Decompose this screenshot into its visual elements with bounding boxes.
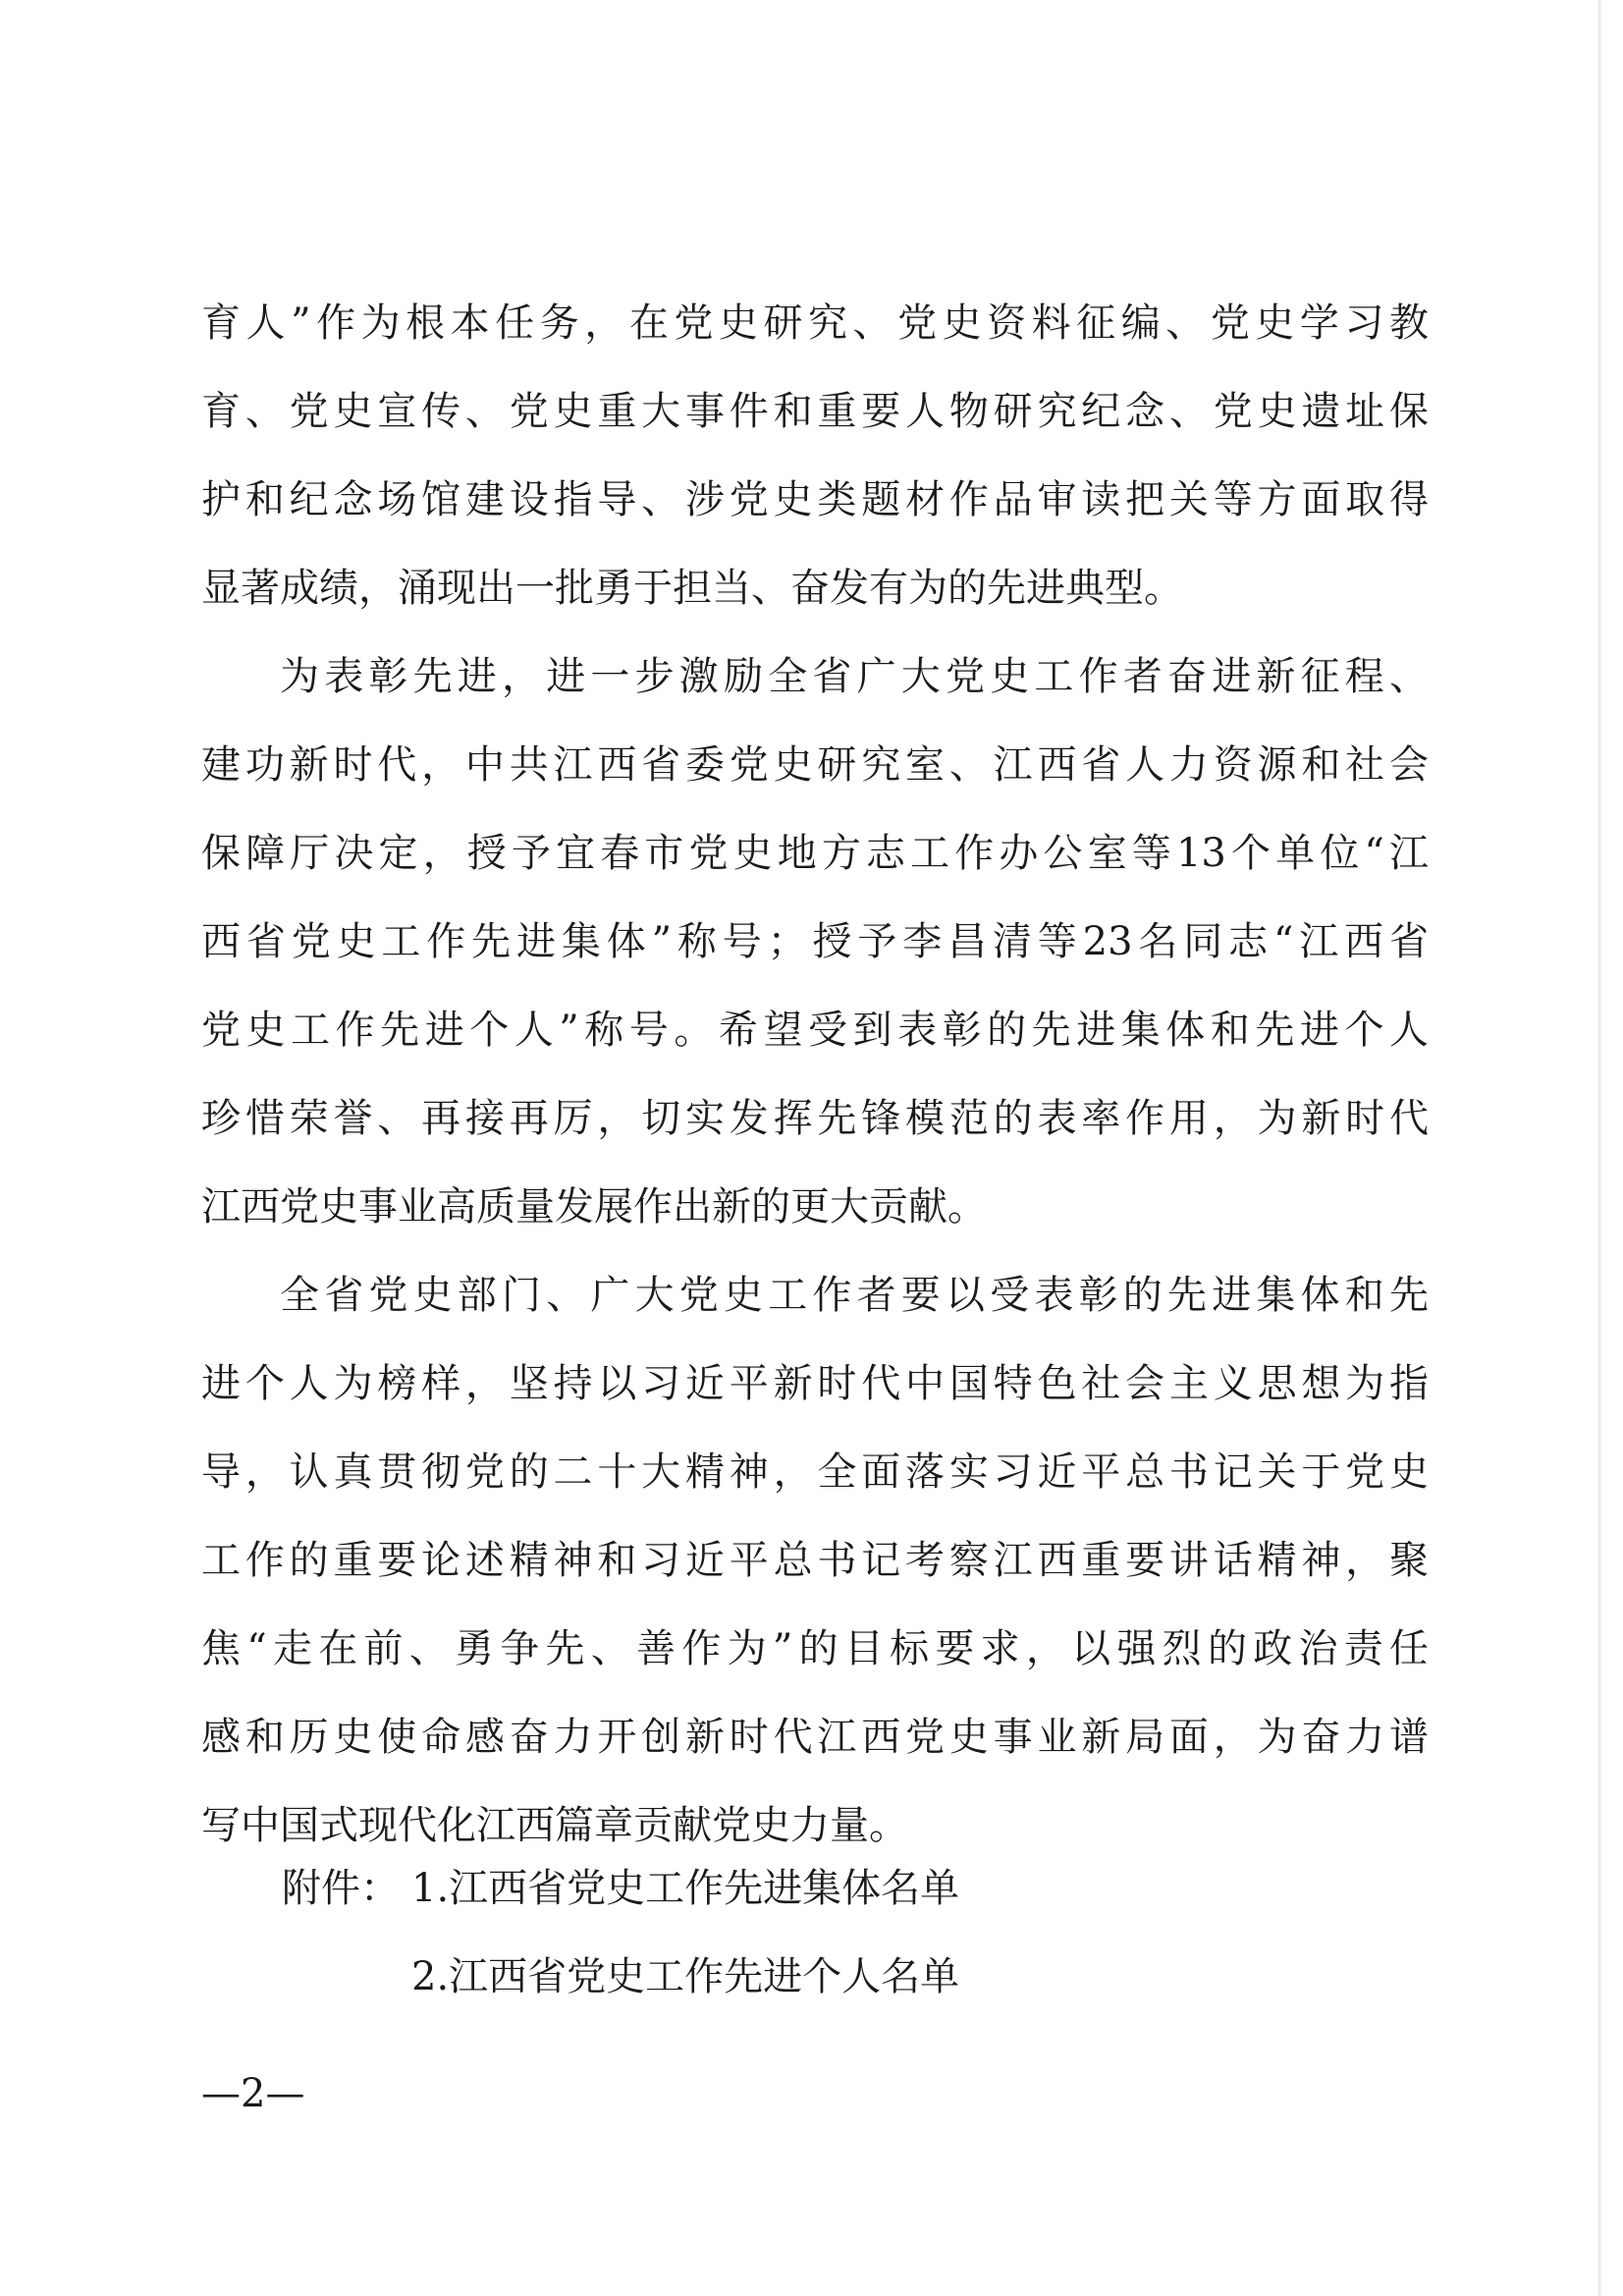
paragraph-1-line-1: 育人”作为根本任务，在党史研究、党史资料征编、党史学习教 <box>201 301 1429 346</box>
paragraph-2-line-6: 珍惜荣誉、再接再厉，切实发挥先锋模范的表率作用，为新时代 <box>201 1096 1429 1141</box>
paragraph-3-line-1: 全省党史部门、广大党史工作者要以受表彰的先进集体和先 <box>280 1273 1429 1318</box>
paragraph-2-line-2: 建功新时代，中共江西省委党史研究室、江西省人力资源和社会 <box>201 742 1429 788</box>
attachment-item-2: 2.江西省党史工作先进个人名单 <box>411 1954 960 1999</box>
paragraph-2-line-1: 为表彰先进，进一步激励全省广大党史工作者奋进新征程、 <box>280 654 1429 699</box>
paragraph-3-line-6: 感和历史使命感奋力开创新时代江西党史事业新局面，为奋力谱 <box>201 1715 1429 1760</box>
document-body <box>201 279 1429 1870</box>
paragraph-1-line-3: 护和纪念场馆建设指导、涉党史类题材作品审读把关等方面取得 <box>201 477 1429 522</box>
attachment-item-1: 1.江西省党史工作先进集体名单 <box>411 1866 960 1911</box>
page-number: —2— <box>201 2071 305 2116</box>
attachment-item <box>282 1844 959 1933</box>
paragraph-2-line-4: 西省党史工作先进集体”称号；授予李昌清等23名同志“江西省 <box>201 919 1429 964</box>
paragraph-2-line-3: 保障厅决定，授予宜春市党史地方志工作办公室等13个单位“江 <box>201 831 1429 876</box>
paragraph-1-line-2: 育、党史宣传、党史重大事件和重要人物研究纪念、党史遗址保 <box>201 389 1429 434</box>
paragraph-3-line-7: 写中国式现代化江西篇章贡献党史力量。 <box>201 1803 908 1848</box>
scan-page-edge <box>1598 0 1601 2296</box>
attachment-item <box>282 1933 959 2021</box>
attachment-list <box>282 1844 959 2021</box>
attachment-label: 附件： <box>282 1866 400 1911</box>
paragraph-3-line-2: 进个人为榜样，坚持以习近平新时代中国特色社会主义思想为指 <box>201 1361 1429 1406</box>
paragraph-2-line-7: 江西党史事业高质量发展作出新的更大贡献。 <box>201 1184 987 1230</box>
paragraph-3-line-5: 焦“走在前、勇争先、善作为”的目标要求，以强烈的政治责任 <box>201 1626 1429 1671</box>
paragraph-2-line-5: 党史工作先进个人”称号。希望受到表彰的先进集体和先进个人 <box>201 1008 1429 1053</box>
paragraph-3-line-4: 工作的重要论述精神和习近平总书记考察江西重要讲话精神，聚 <box>201 1538 1429 1583</box>
paragraph-3-line-3: 导，认真贯彻党的二十大精神，全面落实习近平总书记关于党史 <box>201 1449 1429 1495</box>
paragraph-1-line-4: 显著成绩，涌现出一批勇于担当、奋发有为的先进典型。 <box>201 566 1183 611</box>
